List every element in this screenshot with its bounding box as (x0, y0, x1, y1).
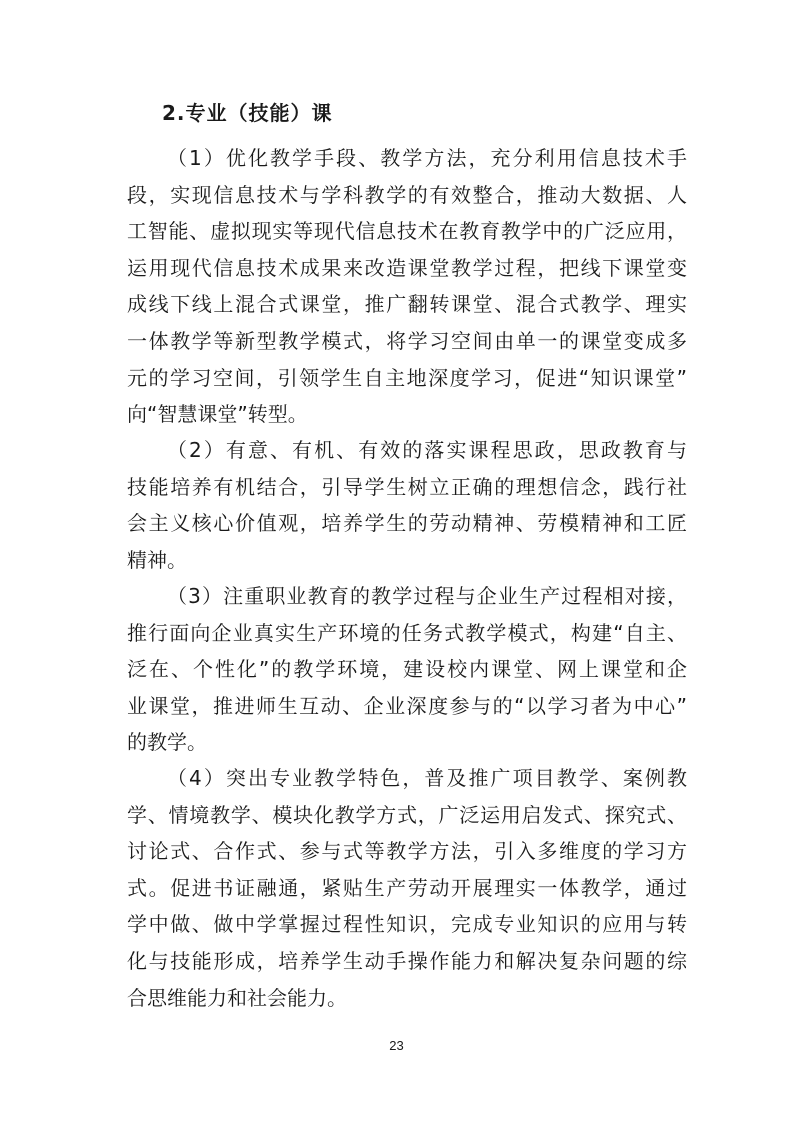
paragraph-line: 学、情境教学、模块化教学方式，广泛运用启发式、探究式、 (127, 802, 687, 827)
paragraph-line: 向“智慧课堂”转型。 (127, 402, 308, 427)
section-heading: 2.专业（技能）课 (162, 101, 333, 125)
paragraph-line: 的教学。 (127, 730, 207, 755)
paragraph-line: 讨论式、合作式、参与式等教学方法，引入多维度的学习方 (127, 839, 687, 864)
paragraph-3 (127, 578, 687, 761)
paragraph-line: 泛在、个性化”的教学环境，建设校内课堂、网上课堂和企 (127, 657, 687, 682)
paragraph-line: 精神。 (127, 547, 187, 572)
paragraph-line: 段，实现信息技术与学科教学的有效整合，推动大数据、人 (127, 182, 687, 207)
paragraph-line: 运用现代信息技术成果来改造课堂教学过程，把线下课堂变 (127, 255, 687, 280)
paragraph-line: 一体教学等新型教学模式，将学习空间由单一的课堂变成多 (127, 328, 687, 353)
paragraph-line: （1）优化教学手段、教学方法，充分利用信息技术手 (167, 146, 687, 170)
page-number: 23 (389, 1038, 404, 1053)
paragraph-line: （2）有意、有机、有效的落实课程思政，思政教育与 (167, 438, 687, 462)
paragraph-line: 合思维能力和社会能力。 (127, 985, 347, 1010)
paragraph-line: 学中做、做中学掌握过程性知识，完成专业知识的应用与转 (127, 912, 687, 937)
paragraph-line: 推行面向企业真实生产环境的任务式教学模式，构建“自主、 (127, 620, 687, 645)
paragraph-line: 会主义核心价值观，培养学生的劳动精神、劳模精神和工匠 (127, 511, 687, 536)
paragraph-line: 元的学习空间，引领学生自主地深度学习，促进“知识课堂” (127, 365, 687, 390)
paragraph-line: （3）注重职业教育的教学过程与企业生产过程相对接， (167, 584, 687, 608)
paragraph-line: 技能培养有机结合，引导学生树立正确的理想信念，践行社 (127, 474, 687, 499)
paragraph-1 (127, 140, 687, 433)
paragraph-line: （4）突出专业教学特色，普及推广项目教学、案例教 (167, 766, 687, 790)
paragraph-line: 成线下线上混合式课堂，推广翻转课堂、混合式教学、理实 (127, 292, 687, 317)
paragraph-line: 业课堂，推进师生互动、企业深度参与的“以学习者为中心” (127, 693, 687, 718)
paragraph-line: 式。促进书证融通，紧贴生产劳动开展理实一体教学，通过 (127, 875, 687, 900)
paragraph-4 (127, 760, 687, 1016)
paragraph-line: 工智能、虚拟现实等现代信息技术在教育教学中的广泛应用， (127, 219, 687, 244)
paragraph-2 (127, 432, 687, 578)
paragraph-line: 化与技能形成，培养学生动手操作能力和解决复杂问题的综 (127, 948, 687, 973)
